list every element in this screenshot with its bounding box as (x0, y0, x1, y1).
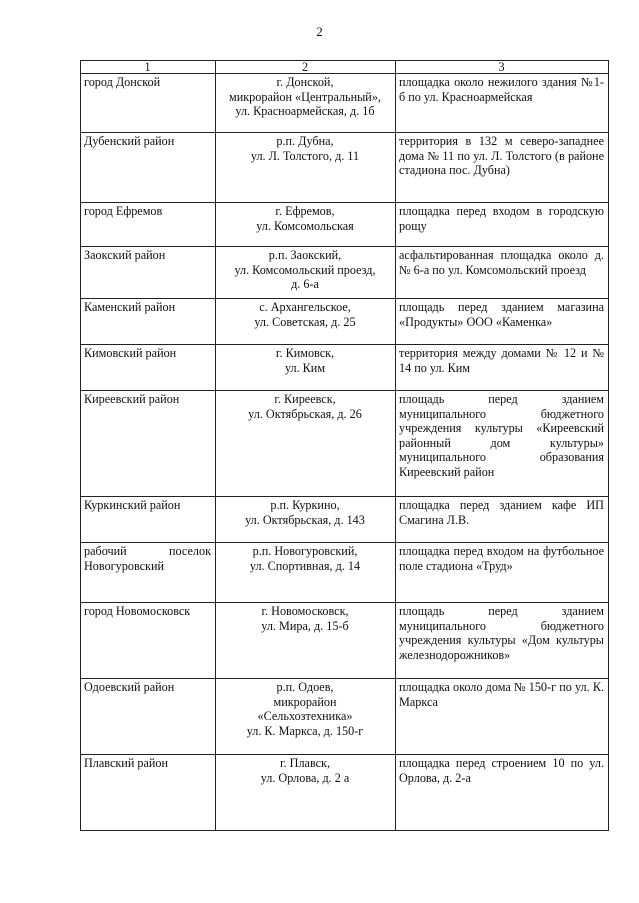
address-line: ул. Октябрьская, д. 26 (248, 406, 362, 421)
address-line: р.п. Куркино, (270, 498, 340, 512)
address-line: ул. Октябрьская, д. 143 (245, 512, 365, 527)
table-row (81, 603, 609, 679)
address-cell (216, 74, 396, 133)
address-line: ул. Комсомольский проезд, (234, 262, 376, 277)
district-line: рабочий поселок (84, 544, 211, 558)
table-row (81, 133, 609, 203)
district-cell (81, 603, 216, 679)
district-line: Дубенский район (84, 134, 175, 148)
table-row (81, 74, 609, 133)
address-line: ул. Комсомольская (256, 218, 354, 233)
address-cell (216, 391, 396, 497)
address-line: р.п. Новогуровский, (252, 544, 358, 558)
place-cell: площадка около дома № 150-г по ул. К. Маркса (396, 679, 609, 755)
address-line: р.п. Заокский, (268, 248, 342, 262)
address-line: ул. Спортивная, д. 14 (249, 558, 361, 573)
address-cell (216, 299, 396, 345)
district-cell (81, 247, 216, 299)
address-line: ул. К. Маркса, д. 150-г (246, 723, 364, 738)
district-line: город Новомосковск (84, 604, 191, 618)
place-cell: площадка перед строением 10 по ул. Орлова, д. 2-а (396, 755, 609, 831)
table-row (81, 345, 609, 391)
address-line: «Сельхозтехника» (257, 709, 353, 724)
place-cell: территория в 132 м северо-западнее дома № 11 по ул. Л. Толстого (в районе стадиона пос. Дубна) (396, 133, 609, 203)
address-line: с. Архангельское, (259, 300, 351, 314)
address-line: ул. Советская, д. 25 (254, 314, 356, 329)
district-line: Куркинский район (84, 498, 181, 512)
place-cell: асфальтированная площадка около д. № 6-а по ул. Комсомольский проезд (396, 247, 609, 299)
address-line: ул. Мира, д. 15-б (261, 618, 349, 633)
district-line: город Донской (84, 75, 161, 89)
place-cell: площадь перед зданием муниципального бюджетного учреждения культуры «Дом культуры железнодорожников» (396, 603, 609, 679)
table-row (81, 543, 609, 603)
address-line: р.п. Дубна, (276, 134, 334, 148)
address-cell (216, 755, 396, 831)
table-row (81, 203, 609, 247)
place-cell: площадь перед зданием муниципального бюджетного учреждения культуры «Киреевский районный дом культуры» муниципального образования Киреевский район (396, 391, 609, 497)
district-cell (81, 299, 216, 345)
place-cell: площадка перед входом на футбольное поле стадиона «Труд» (396, 543, 609, 603)
place-cell: площадь перед зданием магазина «Продукты» ООО «Каменка» (396, 299, 609, 345)
table-row (81, 497, 609, 543)
address-cell (216, 679, 396, 755)
district-line: Плавский район (84, 756, 169, 770)
address-line: ул. Ким (284, 360, 326, 375)
district-cell (81, 74, 216, 133)
table-row (81, 299, 609, 345)
address-cell (216, 133, 396, 203)
table-header-row (81, 61, 609, 74)
header-cell-1: 1 (81, 61, 216, 74)
address-line: д. 6-а (291, 277, 319, 292)
address-line: г. Ефремов, (275, 204, 335, 218)
district-line: город Ефремов (84, 204, 163, 218)
district-cell (81, 133, 216, 203)
district-cell (81, 543, 216, 603)
district-cell (81, 345, 216, 391)
table-row (81, 679, 609, 755)
district-line: Каменский район (84, 300, 176, 314)
table-row (81, 755, 609, 831)
address-line: г. Кимовск, (275, 346, 335, 360)
address-line: г. Донской, (276, 75, 334, 89)
address-line: микрорайон (273, 694, 337, 709)
district-cell (81, 497, 216, 543)
district-cell (81, 203, 216, 247)
address-cell (216, 203, 396, 247)
address-line: микрорайон «Центральный», (229, 89, 381, 104)
district-cell (81, 391, 216, 497)
district-line: Заокский район (84, 248, 166, 262)
address-line: р.п. Одоев, (276, 680, 334, 694)
district-cell (81, 679, 216, 755)
address-line: ул. Орлова, д. 2 а (260, 770, 350, 785)
table-row (81, 391, 609, 497)
address-line: г. Киреевск, (274, 392, 336, 406)
table-row (81, 247, 609, 299)
place-cell: площадка перед зданием кафе ИП Смагина Л.В. (396, 497, 609, 543)
address-line: ул. Красноармейская, д. 1б (235, 104, 375, 119)
address-cell (216, 543, 396, 603)
header-cell-2: 2 (216, 61, 396, 74)
place-cell: территория между домами № 12 и № 14 по ул. Ким (396, 345, 609, 391)
address-line: г. Новомосковск, (261, 604, 349, 618)
address-cell (216, 345, 396, 391)
address-cell (216, 497, 396, 543)
district-line: Киреевский район (84, 392, 180, 406)
address-line: г. Плавск, (279, 756, 331, 770)
district-cell (81, 755, 216, 831)
locations-table (80, 60, 609, 831)
address-cell (216, 603, 396, 679)
district-line: Новогуровский (84, 558, 164, 573)
address-cell (216, 247, 396, 299)
place-cell: площадка около нежилого здания №1-б по ул. Красноармейская (396, 74, 609, 133)
header-cell-3: 3 (396, 61, 609, 74)
address-line: ул. Л. Толстого, д. 11 (250, 148, 360, 163)
district-line: Одоевский район (84, 680, 175, 694)
page-number: 2 (316, 24, 323, 39)
place-cell: площадка перед входом в городскую рощу (396, 203, 609, 247)
district-line: Кимовский район (84, 346, 177, 360)
